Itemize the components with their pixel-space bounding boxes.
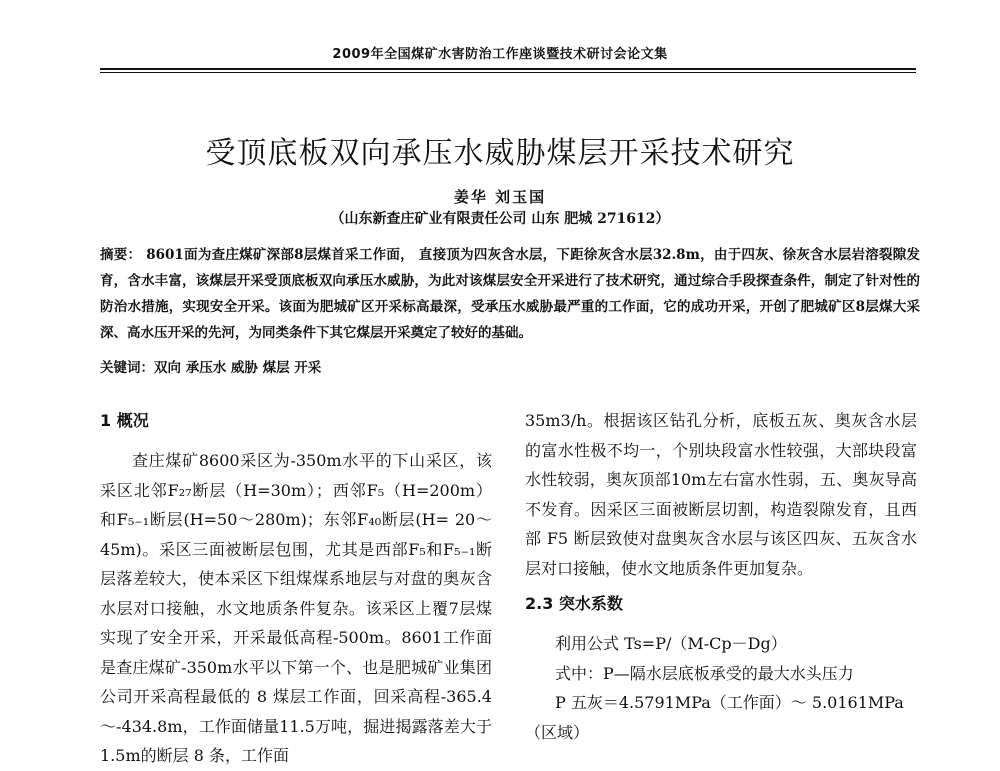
header-rule-thin	[100, 72, 916, 73]
abstract: 摘要： 8601面为查庄煤矿深部8层煤首采工作面， 直接顶为四灰含水层，下距徐灰含水层32.8m，由于四灰、徐灰含水层岩溶裂隙发育，含水丰富，该煤层开采受顶底板双向承压水威胁，为此对该煤层安全开采进行了技术研究，通过综合手段探查条件，制定了针对性的防治水措施，实现安全开采。该面为肥城矿区开采标高最深，受承压水威胁最严重的工作面，它的成功开采，开创了肥城矿区8层煤大采深、高水压开采的先河，为同类条件下其它煤层开采奠定了较好的基础。	[100, 247, 920, 341]
left-column	[100, 406, 492, 771]
keywords: 关键词：双向 承压水 威胁 煤层 开采	[100, 360, 322, 376]
header-rule-thick	[100, 68, 916, 70]
formula-intro: 利用公式 Ts=P/（M-Cp－Dg）	[555, 634, 787, 653]
paper-authors: 姜华 刘玉国	[453, 188, 547, 206]
section-heading-overview: 1 概况	[100, 411, 149, 430]
formula-value-continued: （区域）	[525, 722, 590, 742]
hydrogeology-paragraph: 35m3/h。根据该区钻孔分析，底板五灰、奥灰含水层的富水性极不均一，个别块段富水性较强，大部块段富水性较弱，奥灰顶部10m左右富水性弱，五、奥灰导高不发育。因采区三面被断层切割，构造裂隙发育，且西部 F5 断层致使对盘奥灰含水层与该区四灰、五灰含水层对口接触，使水文地质条件更加复杂。	[525, 411, 917, 578]
formula-value: P 五灰＝4.5791MPa（工作面）～ 5.0161MPa	[555, 693, 904, 712]
right-column	[525, 406, 917, 747]
formula-definition: 式中：P—隔水层底板承受的最大水头压力	[555, 663, 854, 683]
section-heading-inrush-coefficient: 2.3 突水系数	[525, 594, 623, 613]
overview-paragraph: 查庄煤矿8600采区为-350m水平的下山采区，该采区北邻F₂₇断层（H=30m）；西邻F₅（H=200m）和F₅₋₁断层(H=50～280m)；东邻F₄₀断层(H= 20～45m)。采区三面被断层包围，尤其是西部F₅和F₅₋₁断层落差较大，使本采区下组煤煤系地层与对盘的奥灰含水层对口接触，水文地质条件复杂。该采区上覆7层煤实现了安全开采，开采最低高程-500m。8601工作面是查庄煤矿-350m水平以下第一个、也是肥城矿业集团公司开采高程最低的 8 煤层工作面，回采高程-365.4～-434.8m，工作面储量11.5万吨，掘进揭露落差大于 1.5m的断层 8 条，工作面	[100, 451, 492, 765]
paper-affiliation: （山东新查庄矿业有限责任公司 山东 肥城 271612）	[330, 211, 670, 227]
running-header: 2009年全国煤矿水害防治工作座谈暨技术研讨会论文集	[332, 47, 668, 62]
paper-title: 受顶底板双向承压水威胁煤层开采技术研究	[205, 136, 795, 171]
